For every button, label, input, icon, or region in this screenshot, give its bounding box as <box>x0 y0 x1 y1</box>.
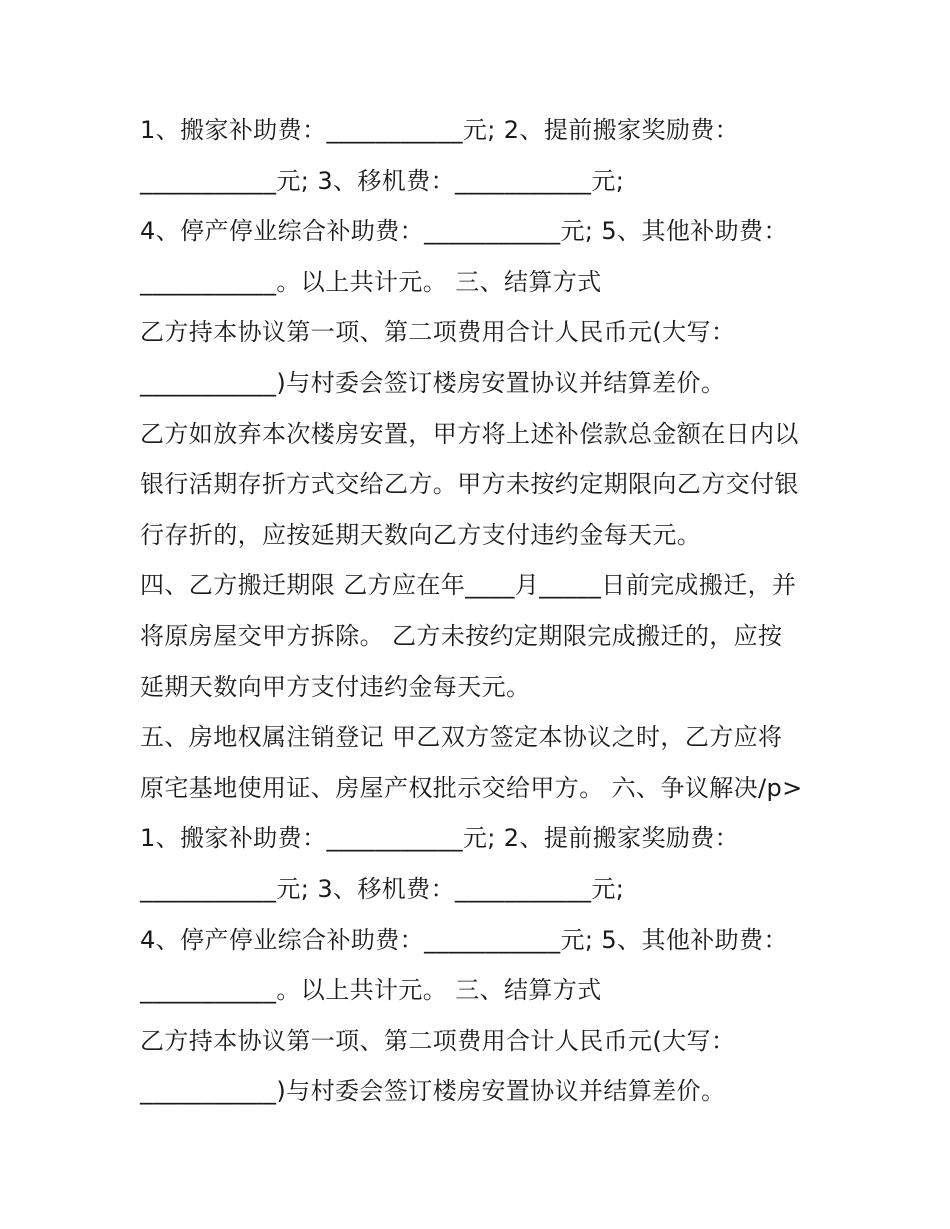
document-text-line: 将原房屋交甲方拆除。 乙方未按约定期限完成搬迁的，应按 <box>140 622 783 650</box>
document-text-line: ___________。以上共计元。 三、结算方式 <box>140 976 602 1005</box>
document-text-line: 原宅基地使用证、房屋产权批示交给甲方。 六、争议解决/p> <box>140 773 803 802</box>
document-text-line: ___________。以上共计元。 三、结算方式 <box>140 267 602 296</box>
document-text-line: 1、搬家补助费：___________元; 2、提前搬家奖励费： <box>140 116 740 144</box>
document-text-line: ___________元; 3、移机费：___________元; <box>140 875 625 903</box>
document-text-line: ___________)与村委会签订楼房安置协议并结算差价。 <box>140 1077 726 1106</box>
document-text-line: 行存折的，应按延期天数向乙方支付违约金每天元。 <box>140 520 702 549</box>
document-text-line: 五、房地权属注销登记 甲乙双方签定本协议之时，乙方应将 <box>140 723 783 752</box>
document-text-line: 延期天数向甲方支付违约金每天元。 <box>140 672 531 701</box>
document-text-line: 4、停产停业综合补助费：___________元; 5、其他补助费： <box>140 217 788 246</box>
document-text-line: 乙方如放弃本次楼房安置，甲方将上述补偿款总金额在日内以 <box>140 419 799 448</box>
document-text-line: ___________元; 3、移机费：___________元; <box>140 166 625 195</box>
document-text-line: 银行活期存折方式交给乙方。甲方未按约定期限向乙方交付银 <box>140 470 799 499</box>
document-text-line: ___________)与村委会签订楼房安置协议并结算差价。 <box>140 369 726 397</box>
document-text-line: 四、乙方搬迁期限 乙方应在年____月_____日前完成搬迁，并 <box>140 571 797 600</box>
document-text-line: 4、停产停业综合补助费：___________元; 5、其他补助费： <box>140 925 788 954</box>
document-text-line: 乙方持本协议第一项、第二项费用合计人民币元(大写： <box>140 1026 736 1055</box>
document-text-line: 乙方持本协议第一项、第二项费用合计人民币元(大写： <box>140 318 736 347</box>
document-text-line: 1、搬家补助费：___________元; 2、提前搬家奖励费： <box>140 824 740 853</box>
